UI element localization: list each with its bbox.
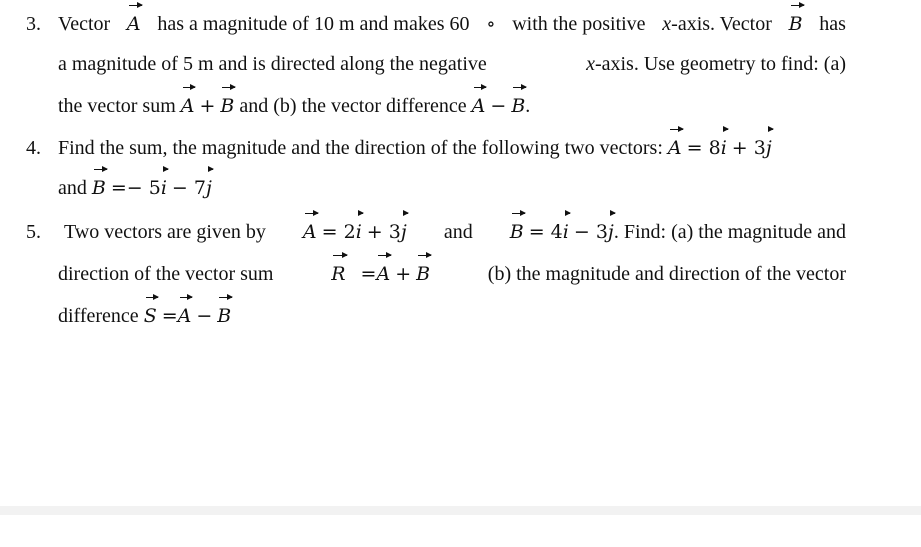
equation-part: = bbox=[360, 263, 377, 285]
page-bottom-divider bbox=[0, 506, 921, 515]
vector-symbol: R bbox=[331, 254, 345, 294]
text: and bbox=[443, 221, 473, 243]
problem-line bbox=[58, 128, 777, 168]
unit-vector-i: i bbox=[721, 128, 727, 168]
operator: + bbox=[395, 263, 412, 285]
unit-vector-j: j bbox=[206, 168, 212, 208]
text: -axis. Use geometry to find: (a) bbox=[594, 53, 846, 75]
text: Two vectors are given by bbox=[64, 221, 266, 243]
text: . bbox=[525, 95, 531, 117]
problem-number: 4. bbox=[26, 137, 41, 159]
operator: + bbox=[199, 95, 216, 117]
vector-symbol: A bbox=[668, 128, 682, 168]
problem-number: 5. bbox=[26, 221, 41, 243]
vector-symbol: S bbox=[144, 296, 157, 336]
text: has bbox=[819, 13, 846, 35]
text: has a magnitude of 10 m and makes 60 bbox=[157, 13, 470, 35]
equation-part: − 7 bbox=[171, 177, 206, 199]
problem-line bbox=[58, 296, 236, 336]
text: and (b) the vector difference bbox=[239, 95, 467, 117]
vector-symbol: B bbox=[92, 168, 106, 208]
problem-line bbox=[58, 44, 846, 84]
text: a magnitude of 5 m and is directed along the negative bbox=[58, 53, 487, 75]
vector-symbol: B bbox=[416, 254, 430, 294]
operator: − bbox=[490, 95, 507, 117]
variable: x bbox=[662, 13, 672, 35]
vector-symbol: A bbox=[472, 86, 486, 126]
variable: x bbox=[586, 53, 595, 75]
equation-part: =− 5 bbox=[110, 177, 161, 199]
unit-vector-j: j bbox=[766, 128, 772, 168]
vector-symbol: B bbox=[511, 86, 525, 126]
vector-symbol: B bbox=[217, 296, 231, 336]
text: and bbox=[58, 177, 87, 199]
text: -axis. Vector bbox=[671, 13, 772, 35]
problem-line bbox=[58, 4, 846, 44]
vector-symbol: A bbox=[178, 296, 192, 336]
unit-vector-i: i bbox=[161, 168, 167, 208]
equation-part: − 3 bbox=[573, 221, 608, 243]
text: (b) the magnitude and direction of the vector bbox=[487, 263, 846, 285]
unit-vector-j: j bbox=[608, 212, 614, 252]
vector-symbol: A bbox=[376, 254, 390, 294]
vector-symbol: A bbox=[127, 4, 141, 44]
problem-line bbox=[58, 86, 535, 126]
problem-number: 3. bbox=[26, 13, 41, 35]
equation-part: + 3 bbox=[731, 137, 766, 159]
text: Find the sum, the magnitude and the direction of the following two vectors: bbox=[58, 137, 663, 159]
vector-symbol: B bbox=[789, 4, 803, 44]
unit-vector-i: i bbox=[563, 212, 569, 252]
equation-part: = bbox=[161, 305, 178, 327]
equation-part: = 8 bbox=[686, 137, 721, 159]
vector-symbol: B bbox=[220, 86, 234, 126]
vector-symbol: A bbox=[303, 212, 317, 252]
text: the vector sum bbox=[58, 95, 176, 117]
text: with the positive bbox=[512, 13, 646, 35]
problem-line bbox=[58, 254, 846, 294]
equation-part: + 3 bbox=[366, 221, 401, 243]
text: difference bbox=[58, 305, 139, 327]
equation-part: = 2 bbox=[321, 221, 356, 243]
unit-vector-j: j bbox=[401, 212, 407, 252]
degree-symbol: ∘ bbox=[486, 13, 496, 35]
unit-vector-i: i bbox=[356, 212, 362, 252]
text: direction of the vector sum bbox=[58, 263, 274, 285]
problem-line bbox=[58, 168, 217, 208]
vector-symbol: A bbox=[181, 86, 195, 126]
vector-symbol: B bbox=[510, 212, 524, 252]
text: Vector bbox=[58, 13, 111, 35]
text: . Find: (a) the magnitude and bbox=[613, 221, 846, 243]
equation-part: = 4 bbox=[528, 221, 563, 243]
problem-line bbox=[64, 212, 846, 252]
operator: − bbox=[196, 305, 213, 327]
